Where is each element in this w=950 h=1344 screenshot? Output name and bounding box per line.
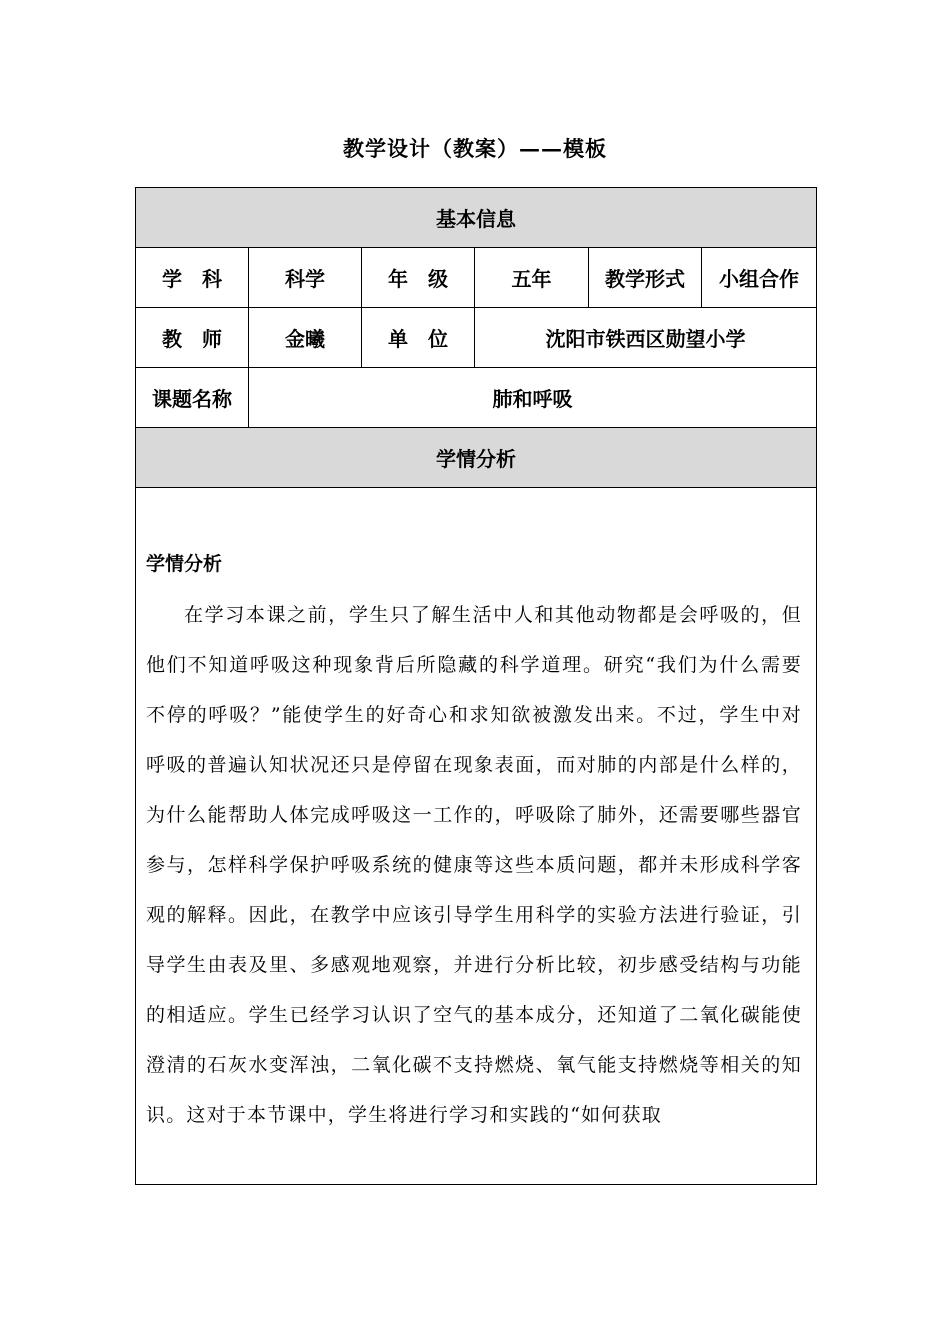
analysis-heading: 学情分析 [146,553,223,575]
analysis-content-row [136,488,817,1185]
grade-value: 五年 [475,248,589,308]
topic-row [136,368,817,428]
unit-label: 单 位 [362,308,475,368]
analysis-header: 学情分析 [136,428,817,488]
analysis-paragraph: 在学习本课之前，学生只了解生活中人和其他动物都是会呼吸的，但他们不知道呼吸这种现象背后所隐藏的科学道理。研究“我们为什么需要不停的呼吸？”能使学生的好奇心和求知欲被激发出来。不过，学生中对呼吸的普遍认知状况还只是停留在现象表面，而对肺的内部是什么样的，为什么能帮助人体完成呼吸这一工作的，呼吸除了肺外，还需要哪些器官参与，怎样科学保护呼吸系统的健康等这些本质问题，都并未形成科学客观的解释。因此，在教学中应该引导学生用科学的实验方法进行验证，引导学生由表及里、多感观地观察，并进行分析比较，初步感受结构与功能的相适应。学生已经学习认识了空气的基本成分，还知道了二氧化碳能使澄清的石灰水变浑浊，二氧化碳不支持燃烧、氧气能支持燃烧等相关的知识。这对于本节课中，学生将进行学习和实践的“如何获取 [146,604,802,1126]
topic-label: 课题名称 [136,368,249,428]
lesson-plan-table [135,187,817,1185]
document-title: 教学设计（教案）——模板 [343,136,607,161]
teacher-label: 教 师 [136,308,249,368]
teaching-form-label: 教学形式 [589,248,702,308]
subject-label: 学 科 [136,248,249,308]
unit-value: 沈阳市铁西区勋望小学 [475,308,817,368]
subject-row [136,248,817,308]
teacher-row [136,308,817,368]
analysis-content [136,488,816,1184]
subject-value: 科学 [249,248,362,308]
analysis-content-cell [136,488,817,1185]
grade-label: 年 级 [362,248,475,308]
basic-info-header: 基本信息 [136,188,817,248]
basic-info-header-row [136,188,817,248]
topic-value: 肺和呼吸 [249,368,817,428]
teaching-form-value: 小组合作 [702,248,817,308]
analysis-header-row [136,428,817,488]
teacher-value: 金曦 [249,308,362,368]
